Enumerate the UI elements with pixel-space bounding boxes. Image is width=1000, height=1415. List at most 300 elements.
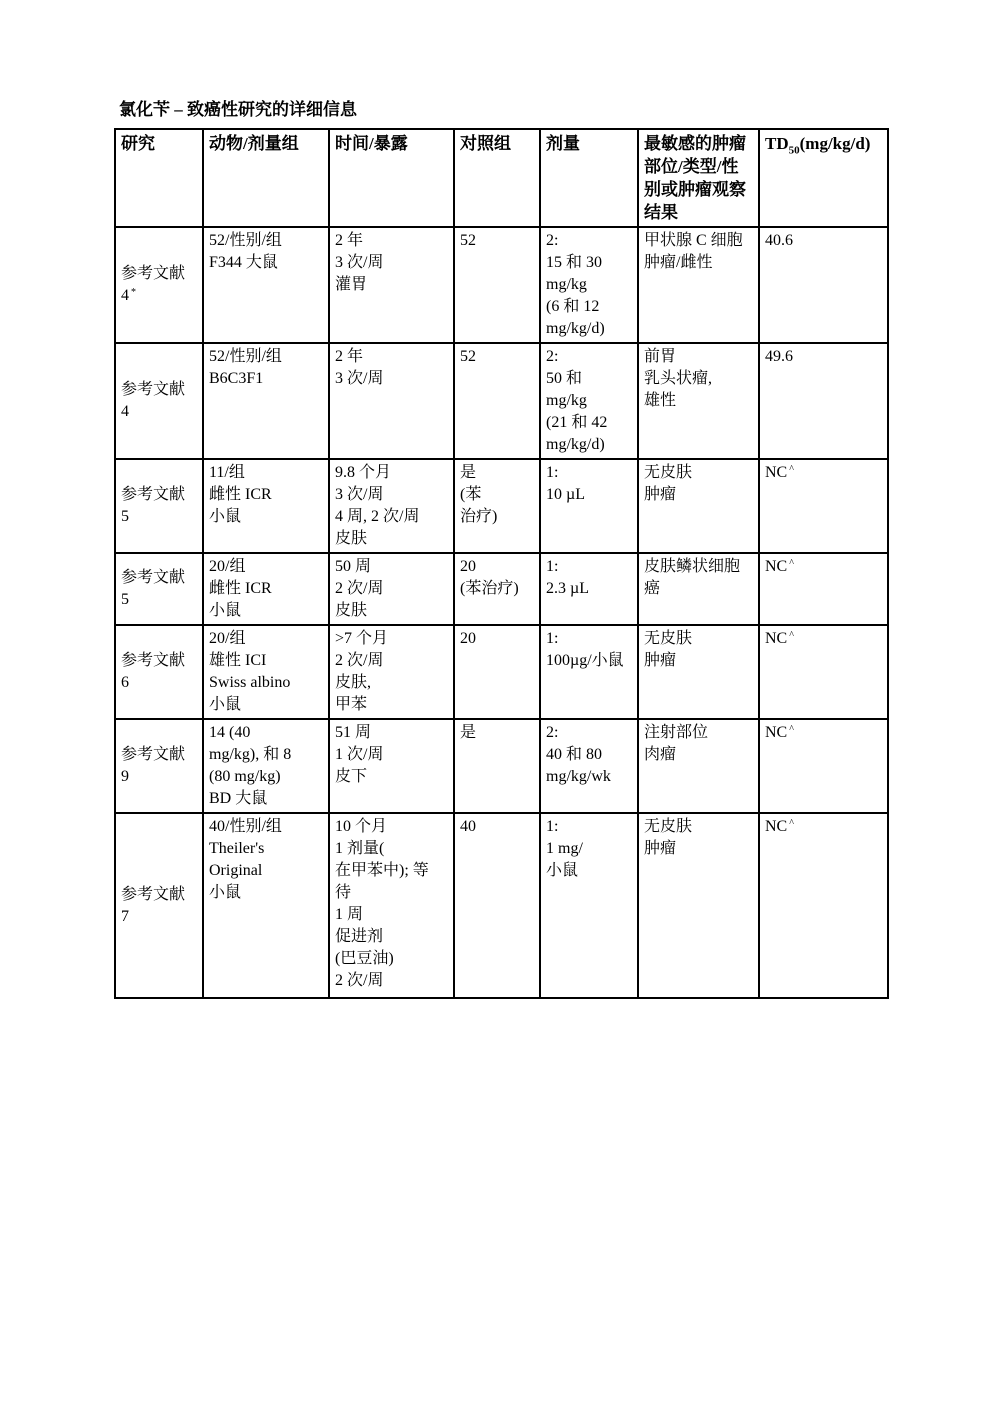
control-text: 20 [460, 630, 476, 647]
duration-line [335, 600, 449, 622]
dose-line [546, 230, 633, 252]
tumor-text: 肿瘤 [644, 840, 677, 857]
duration-line [335, 816, 449, 838]
dose-line [546, 722, 633, 744]
tumor-line [644, 484, 754, 506]
duration-text: 9.8 个月 [335, 464, 392, 481]
dose-line [546, 274, 633, 296]
dose-line [546, 628, 633, 650]
control-line [460, 816, 535, 838]
duration-text: 皮肤, [335, 674, 372, 691]
animals-text: (80 mg/kg) [209, 768, 281, 785]
header-td50-sub: 50 [788, 144, 800, 157]
dose-text: 2: [546, 724, 559, 741]
animals-text: 小鼠 [209, 602, 242, 619]
cell-tumor [638, 227, 759, 343]
control-text: 是 [460, 724, 477, 741]
tumor-text: 肉瘤 [644, 746, 677, 763]
table-row [115, 625, 888, 719]
duration-line [335, 462, 449, 484]
duration-line [335, 672, 449, 694]
animals-line [209, 368, 324, 390]
cell-study [115, 343, 203, 459]
study-text: 参考文献 [121, 746, 186, 763]
dose-text: 小鼠 [546, 862, 579, 879]
dose-text: 1: [546, 558, 559, 575]
dose-text: mg/kg/d) [546, 320, 605, 337]
cell-duration [329, 553, 454, 625]
duration-text: 甲苯 [335, 696, 368, 713]
control-text: 52 [460, 232, 476, 249]
study-text: 5 [121, 591, 129, 608]
cell-dose [540, 813, 638, 998]
header-td50 [759, 129, 888, 227]
cell-duration [329, 813, 454, 998]
duration-line [335, 628, 449, 650]
tumor-text: 前胃 [644, 348, 677, 365]
control-text: 治疗) [460, 508, 498, 525]
study-text: 参考文献 [121, 885, 186, 903]
carcinogenicity-table [114, 128, 889, 999]
td50-value: 49.6 [765, 348, 793, 365]
study-line [121, 766, 198, 788]
animals-line [209, 672, 324, 694]
cell-animals [203, 813, 329, 998]
study-text: 5 [121, 508, 129, 525]
control-text: (苯治疗) [460, 580, 519, 597]
study-line [121, 650, 198, 672]
dose-line [546, 296, 633, 318]
duration-text: 10 个月 [335, 818, 388, 835]
duration-text: 皮肤 [335, 530, 368, 547]
study-text: 6 [121, 674, 129, 691]
duration-line [335, 274, 449, 296]
cell-animals [203, 459, 329, 553]
tumor-text: 肿瘤/雌性 [644, 254, 713, 271]
cell-animals [203, 719, 329, 813]
duration-text: 2 次/周 [335, 580, 384, 597]
animals-text: 11/组 [209, 464, 245, 481]
cell-study [115, 227, 203, 343]
tumor-text: 肿瘤 [644, 652, 677, 669]
dose-text: 10 µL [546, 486, 585, 503]
footnote-mark: ^ [789, 558, 794, 569]
animals-text: B6C3F1 [209, 370, 264, 387]
duration-text: 待 [335, 884, 352, 901]
cell-control [454, 625, 540, 719]
td50-value: NC [765, 724, 788, 741]
footnote-mark: ^ [789, 818, 794, 829]
cell-duration [329, 625, 454, 719]
dose-text: mg/kg [546, 276, 587, 293]
tumor-line [644, 650, 754, 672]
duration-line [335, 838, 449, 860]
duration-text: 2 次/周 [335, 972, 384, 989]
animals-line [209, 694, 324, 716]
animals-text: 40/性别/组 [209, 818, 282, 835]
dose-text: 2.3 µL [546, 580, 589, 597]
duration-line [335, 578, 449, 600]
study-line [121, 401, 198, 423]
table-row [115, 719, 888, 813]
study-line [121, 884, 198, 906]
tumor-line [644, 816, 754, 838]
duration-text: (巴豆油) [335, 950, 394, 967]
dose-text: 1: [546, 630, 559, 647]
footnote-mark: ^ [789, 464, 794, 475]
dose-line [546, 318, 633, 340]
tumor-line [644, 252, 754, 274]
dose-line [546, 860, 633, 882]
duration-line [335, 484, 449, 506]
dose-line [546, 766, 633, 788]
duration-text: 皮下 [335, 768, 368, 785]
tumor-text: 雄性 [644, 392, 677, 409]
control-text: 20 [460, 558, 476, 575]
control-text: (苯 [460, 486, 482, 503]
animals-line [209, 722, 324, 744]
dose-line [546, 346, 633, 368]
study-text: 4 [121, 287, 129, 304]
duration-line [335, 948, 449, 970]
duration-text: 1 周 [335, 906, 364, 923]
animals-text: mg/kg), 和 8 [209, 746, 292, 763]
tumor-text: 癌 [644, 580, 661, 597]
animals-line [209, 628, 324, 650]
dose-line [546, 838, 633, 860]
control-line [460, 346, 535, 368]
tumor-line [644, 722, 754, 744]
footnote-mark: ^ [789, 724, 794, 735]
study-line [121, 379, 198, 401]
animals-line [209, 346, 324, 368]
tumor-line [644, 556, 754, 578]
dose-text: 1: [546, 464, 559, 481]
header-animals: 动物/剂量组 [203, 129, 329, 227]
cell-td50 [759, 625, 888, 719]
study-text: 参考文献 [121, 265, 186, 282]
cell-td50 [759, 227, 888, 343]
study-text: 参考文献 [121, 486, 186, 503]
duration-text: 50 周 [335, 558, 372, 575]
control-line [460, 462, 535, 484]
tumor-line [644, 462, 754, 484]
study-text: 9 [121, 768, 129, 785]
duration-line [335, 506, 449, 528]
header-control: 对照组 [454, 129, 540, 227]
cell-control [454, 459, 540, 553]
dose-text: 50 和 [546, 370, 583, 387]
control-text: 是 [460, 464, 477, 481]
cell-td50 [759, 553, 888, 625]
duration-line [335, 650, 449, 672]
table-body [115, 227, 888, 998]
table-row [115, 227, 888, 343]
duration-text: 51 周 [335, 724, 372, 741]
dose-line [546, 462, 633, 484]
animals-line [209, 838, 324, 860]
dose-text: 40 和 80 [546, 746, 603, 763]
duration-line [335, 904, 449, 926]
animals-text: 雌性 ICR [209, 580, 272, 597]
td50-value: 40.6 [765, 232, 793, 249]
header-td50-prefix: TD [765, 134, 789, 153]
study-line [121, 484, 198, 506]
duration-text: 1 次/周 [335, 746, 384, 763]
duration-line [335, 346, 449, 368]
duration-line [335, 744, 449, 766]
animals-text: BD 大鼠 [209, 790, 268, 807]
table-row [115, 343, 888, 459]
control-text: 52 [460, 348, 476, 365]
cell-tumor [638, 553, 759, 625]
tumor-line [644, 346, 754, 368]
cell-tumor [638, 343, 759, 459]
cell-animals [203, 343, 329, 459]
animals-line [209, 252, 324, 274]
control-text: 40 [460, 818, 476, 835]
duration-text: 在甲苯中); 等 [335, 862, 429, 879]
tumor-line [644, 744, 754, 766]
footnote-mark: * [131, 287, 136, 298]
page-title: 氯化苄 – 致癌性研究的详细信息 [119, 100, 357, 119]
duration-text: 2 次/周 [335, 652, 384, 669]
dose-text: 15 和 30 [546, 254, 603, 271]
animals-line [209, 882, 324, 904]
animals-text: 52/性别/组 [209, 232, 282, 249]
dose-line [546, 744, 633, 766]
cell-animals [203, 227, 329, 343]
header-row [115, 129, 888, 227]
control-line [460, 506, 535, 528]
dose-line [546, 412, 633, 434]
tumor-text: 无皮肤 [644, 818, 693, 835]
table-row [115, 459, 888, 553]
cell-dose [540, 343, 638, 459]
tumor-line [644, 230, 754, 252]
dose-text: mg/kg [546, 392, 587, 409]
animals-text: 雄性 ICI [209, 652, 267, 669]
animals-text: 20/组 [209, 630, 246, 647]
animals-text: 小鼠 [209, 696, 242, 713]
control-line [460, 628, 535, 650]
duration-line [335, 528, 449, 550]
cell-control [454, 719, 540, 813]
header-tumor [638, 129, 759, 227]
tumor-text: 肿瘤 [644, 486, 677, 503]
duration-text: 1 剂量( [335, 840, 385, 857]
header-study: 研究 [115, 129, 203, 227]
duration-text: 皮肤 [335, 602, 368, 619]
duration-text: 灌胃 [335, 276, 368, 293]
animals-line [209, 600, 324, 622]
animals-text: 14 (40 [209, 724, 251, 741]
animals-line [209, 462, 324, 484]
study-line [121, 672, 198, 694]
cell-study [115, 553, 203, 625]
animals-line [209, 744, 324, 766]
cell-control [454, 553, 540, 625]
td50-value: NC [765, 630, 788, 647]
td50-value: NC [765, 558, 788, 575]
cell-tumor [638, 813, 759, 998]
dose-line [546, 390, 633, 412]
animals-text: F344 大鼠 [209, 254, 278, 271]
dose-text: 1 mg/ [546, 840, 583, 857]
dose-line [546, 816, 633, 838]
tumor-text: 注射部位 [644, 724, 709, 741]
duration-line [335, 860, 449, 882]
animals-line [209, 766, 324, 788]
table-row [115, 813, 888, 998]
cell-animals [203, 625, 329, 719]
header-tumor-text: 最敏感的肿瘤部位/类型/性别或肿瘤观察结果 [644, 134, 746, 222]
dose-text: 2: [546, 348, 559, 365]
cell-duration [329, 459, 454, 553]
study-text: 参考文献 [121, 652, 186, 669]
animals-text: 52/性别/组 [209, 348, 282, 365]
cell-tumor [638, 719, 759, 813]
cell-control [454, 813, 540, 998]
animals-text: 小鼠 [209, 508, 242, 525]
animals-line [209, 484, 324, 506]
animals-text: Theiler's [209, 840, 265, 857]
control-line [460, 722, 535, 744]
duration-line [335, 368, 449, 390]
duration-line [335, 882, 449, 904]
footnote-mark: ^ [789, 630, 794, 641]
tumor-line [644, 838, 754, 860]
dose-text: 2: [546, 232, 559, 249]
cell-dose [540, 227, 638, 343]
header-dose: 剂量 [540, 129, 638, 227]
duration-text: 4 周, 2 次/周 [335, 508, 420, 525]
cell-dose [540, 553, 638, 625]
tumor-text: 皮肤鳞状细胞 [644, 558, 741, 575]
cell-control [454, 227, 540, 343]
cell-tumor [638, 625, 759, 719]
study-line [121, 285, 198, 307]
study-text: 参考文献 [121, 381, 186, 398]
tumor-text: 无皮肤 [644, 630, 693, 647]
dose-line [546, 252, 633, 274]
cell-control [454, 343, 540, 459]
control-line [460, 578, 535, 600]
cell-tumor [638, 459, 759, 553]
cell-study [115, 719, 203, 813]
study-line [121, 906, 198, 928]
animals-line [209, 556, 324, 578]
animals-line [209, 860, 324, 882]
duration-line [335, 766, 449, 788]
cell-dose [540, 459, 638, 553]
animals-text: 雌性 ICR [209, 486, 272, 503]
cell-duration [329, 719, 454, 813]
tumor-line [644, 390, 754, 412]
dose-line [546, 556, 633, 578]
cell-td50 [759, 719, 888, 813]
dose-text: mg/kg/wk [546, 768, 611, 785]
dose-line [546, 484, 633, 506]
duration-line [335, 556, 449, 578]
duration-line [335, 926, 449, 948]
tumor-text: 无皮肤 [644, 464, 693, 481]
table-row [115, 553, 888, 625]
study-text: 4 [121, 403, 129, 420]
dose-line [546, 368, 633, 390]
cell-td50 [759, 813, 888, 998]
dose-line [546, 650, 633, 672]
td50-value: NC [765, 818, 788, 835]
dose-text: (6 和 12 [546, 298, 600, 315]
dose-text: 1: [546, 818, 559, 835]
study-line [121, 744, 198, 766]
animals-line [209, 650, 324, 672]
duration-line [335, 722, 449, 744]
dose-line [546, 434, 633, 456]
duration-line [335, 230, 449, 252]
tumor-line [644, 368, 754, 390]
cell-animals [203, 553, 329, 625]
dose-text: 100µg/小鼠 [546, 652, 624, 669]
cell-study [115, 625, 203, 719]
study-line [121, 589, 198, 611]
duration-text: 2 年 [335, 232, 364, 249]
td50-value: NC [765, 464, 788, 481]
tumor-line [644, 578, 754, 600]
duration-text: 3 次/周 [335, 486, 384, 503]
animals-text: Original [209, 862, 263, 879]
duration-text: 3 次/周 [335, 370, 384, 387]
animals-line [209, 230, 324, 252]
duration-line [335, 252, 449, 274]
cell-dose [540, 625, 638, 719]
tumor-text: 乳头状瘤, [644, 370, 713, 387]
cell-td50 [759, 459, 888, 553]
control-line [460, 484, 535, 506]
cell-duration [329, 343, 454, 459]
control-line [460, 556, 535, 578]
tumor-line [644, 628, 754, 650]
cell-study [115, 459, 203, 553]
animals-text: Swiss albino [209, 674, 291, 691]
animals-line [209, 578, 324, 600]
study-text: 参考文献 [121, 569, 186, 586]
cell-dose [540, 719, 638, 813]
dose-text: (21 和 42 [546, 414, 608, 431]
animals-line [209, 788, 324, 810]
duration-text: 3 次/周 [335, 254, 384, 271]
duration-text: >7 个月 [335, 630, 389, 647]
header-td50-suffix: (mg/kg/d) [799, 134, 871, 153]
study-line [121, 567, 198, 589]
cell-duration [329, 227, 454, 343]
control-line [460, 230, 535, 252]
tumor-text: 甲状腺 C 细胞 [644, 232, 743, 249]
dose-text: mg/kg/d) [546, 436, 605, 453]
animals-text: 20/组 [209, 558, 246, 575]
study-text: 7 [121, 907, 129, 925]
animals-line [209, 816, 324, 838]
animals-text: 小鼠 [209, 884, 242, 901]
duration-line [335, 694, 449, 716]
header-duration: 时间/暴露 [329, 129, 454, 227]
animals-line [209, 506, 324, 528]
duration-text: 促进剂 [335, 928, 384, 945]
study-line [121, 506, 198, 528]
dose-line [546, 578, 633, 600]
duration-line [335, 970, 449, 992]
